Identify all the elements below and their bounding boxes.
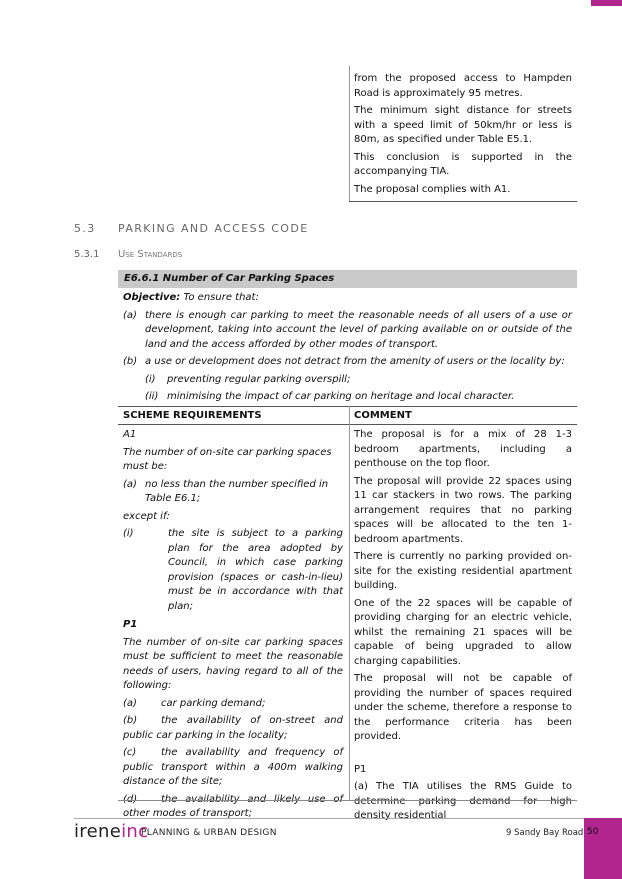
page-number: 50 <box>587 827 599 837</box>
requirement-item <box>123 697 343 712</box>
item-label: (a) <box>123 478 137 490</box>
table-bottom-rule <box>118 800 577 801</box>
top-corner-accent <box>591 0 622 6</box>
item-label: (c) <box>123 747 137 758</box>
requirement-item <box>123 746 343 790</box>
table-bottom-rule <box>349 201 577 202</box>
comment-p1-label: P1 <box>354 763 367 775</box>
item-label: (d) <box>123 793 138 805</box>
comment-paragraph: The proposal will provide 22 spaces using 11 car stackers in two rows. The parking arrangement requires that no parking spaces will be allocated to the ten 1-bedroom apartments. <box>354 475 572 545</box>
item-text: the availability of on-street and public car parking in the locality; <box>123 715 343 741</box>
objective-item <box>123 355 572 370</box>
item-text: the availability and frequency of public transport within a 400m walking distance of the site; <box>123 747 343 787</box>
item-text: the site is subject to a parking plan for the area adopted by Council, in which case parking provision (spaces or cash-in-lieu) must be in accordance with that plan; <box>168 528 343 612</box>
item-text: the availability and likely use of other modes of transport; <box>123 793 343 819</box>
item-label: (ii) <box>145 391 159 402</box>
item-label: (b) <box>123 715 138 726</box>
header-bottom-rule <box>118 424 577 425</box>
comment-paragraph: The proposal is for a mix of 28 1-3 bedroom apartments, including a penthouse on the top floor. <box>354 429 572 469</box>
objective-line <box>123 291 572 306</box>
item-text: no less than the number specified in Table E6.1; <box>145 478 329 504</box>
item-label: (a) <box>123 697 137 709</box>
footer-rule <box>74 818 584 819</box>
comment-paragraph: The proposal will not be capable of providing the number of spaces required under the scheme, therefore a response to the performance criteria has been provided. <box>354 673 572 742</box>
item-label: (a) <box>123 309 137 321</box>
item-text: there is enough car parking to meet the reasonable needs of all users of a use or development, taking into account the level of parking available on or outside of the land and the access afforded by other modes of transport. <box>145 309 572 350</box>
header-top-rule <box>118 406 577 407</box>
brand-name-accent: inc <box>121 821 149 842</box>
objective-text: To ensure that: <box>183 292 259 303</box>
paragraph: from the proposed access to Hampden Road is approximately 95 metres. <box>354 73 572 99</box>
table-title: E6.6.1 Number of Car Parking Spaces <box>124 273 335 284</box>
p1-label: P1 <box>123 619 138 630</box>
brand-tagline: PLANNING & URBAN DESIGN <box>141 828 277 838</box>
a1-label: A1 <box>123 429 137 440</box>
item-label: (b) <box>123 356 138 367</box>
comment-paragraph: (a) The TIA utilises the RMS Guide to determine parking demand for high density residential <box>354 781 572 821</box>
section-title: PARKING AND ACCESS CODE <box>118 222 309 235</box>
objective-subitem <box>123 373 572 388</box>
column-divider <box>349 66 350 201</box>
brand-name-part: irene <box>74 821 122 842</box>
requirement-item <box>123 714 343 743</box>
comment-column <box>354 428 572 824</box>
subsection-title: Use Standards <box>118 249 183 260</box>
section-number: 5.3 <box>74 222 96 235</box>
objective-item <box>123 309 572 353</box>
objective-subitem <box>123 390 572 405</box>
objective-label: Objective: <box>123 292 181 303</box>
requirements-column <box>123 428 343 822</box>
continued-comment-cell <box>354 72 572 197</box>
footer-address: 9 Sandy Bay Road <box>506 828 584 838</box>
objective-block <box>123 291 572 405</box>
paragraph: The proposal complies with A1. <box>354 183 511 195</box>
subsection-number: 5.3.1 <box>74 249 100 260</box>
comment-paragraph: One of the 22 spaces will be capable of providing charging for an electric vehicle, whilst the remaining 21 spaces will be capable of being upgraded to allow charging capabilities. <box>354 597 572 667</box>
a1-text: The number of on-site car parking spaces must be: <box>123 446 332 472</box>
column-divider <box>349 406 350 800</box>
brand-logo <box>74 821 148 843</box>
col-header-comment: COMMENT <box>354 410 412 421</box>
item-label: (i) <box>145 373 156 385</box>
paragraph: This conclusion is supported in the accompanying TIA. <box>354 151 572 177</box>
paragraph: The minimum sight distance for streets with a speed limit of 50km/hr or less is 80m, as specified under Table E5.1. <box>354 105 572 145</box>
col-header-requirements: SCHEME REQUIREMENTS <box>123 410 262 421</box>
requirement-subitem <box>123 527 343 614</box>
p1-text: The number of on-site car parking spaces must be sufficient to meet the reasonable needs of users, having regard to all of the following: <box>123 636 343 691</box>
item-text: preventing regular parking overspill; <box>167 373 351 385</box>
except-text: except if: <box>123 510 170 522</box>
item-text: car parking demand; <box>161 697 266 709</box>
item-text: a use or development does not detract from the amenity of users or the locality by: <box>145 356 565 367</box>
item-text: minimising the impact of car parking on heritage and local character. <box>167 391 515 402</box>
item-label: (i) <box>123 528 134 539</box>
comment-paragraph: There is currently no parking provided on-site for the existing residential apartment building. <box>354 551 572 591</box>
requirement-item <box>123 478 343 507</box>
